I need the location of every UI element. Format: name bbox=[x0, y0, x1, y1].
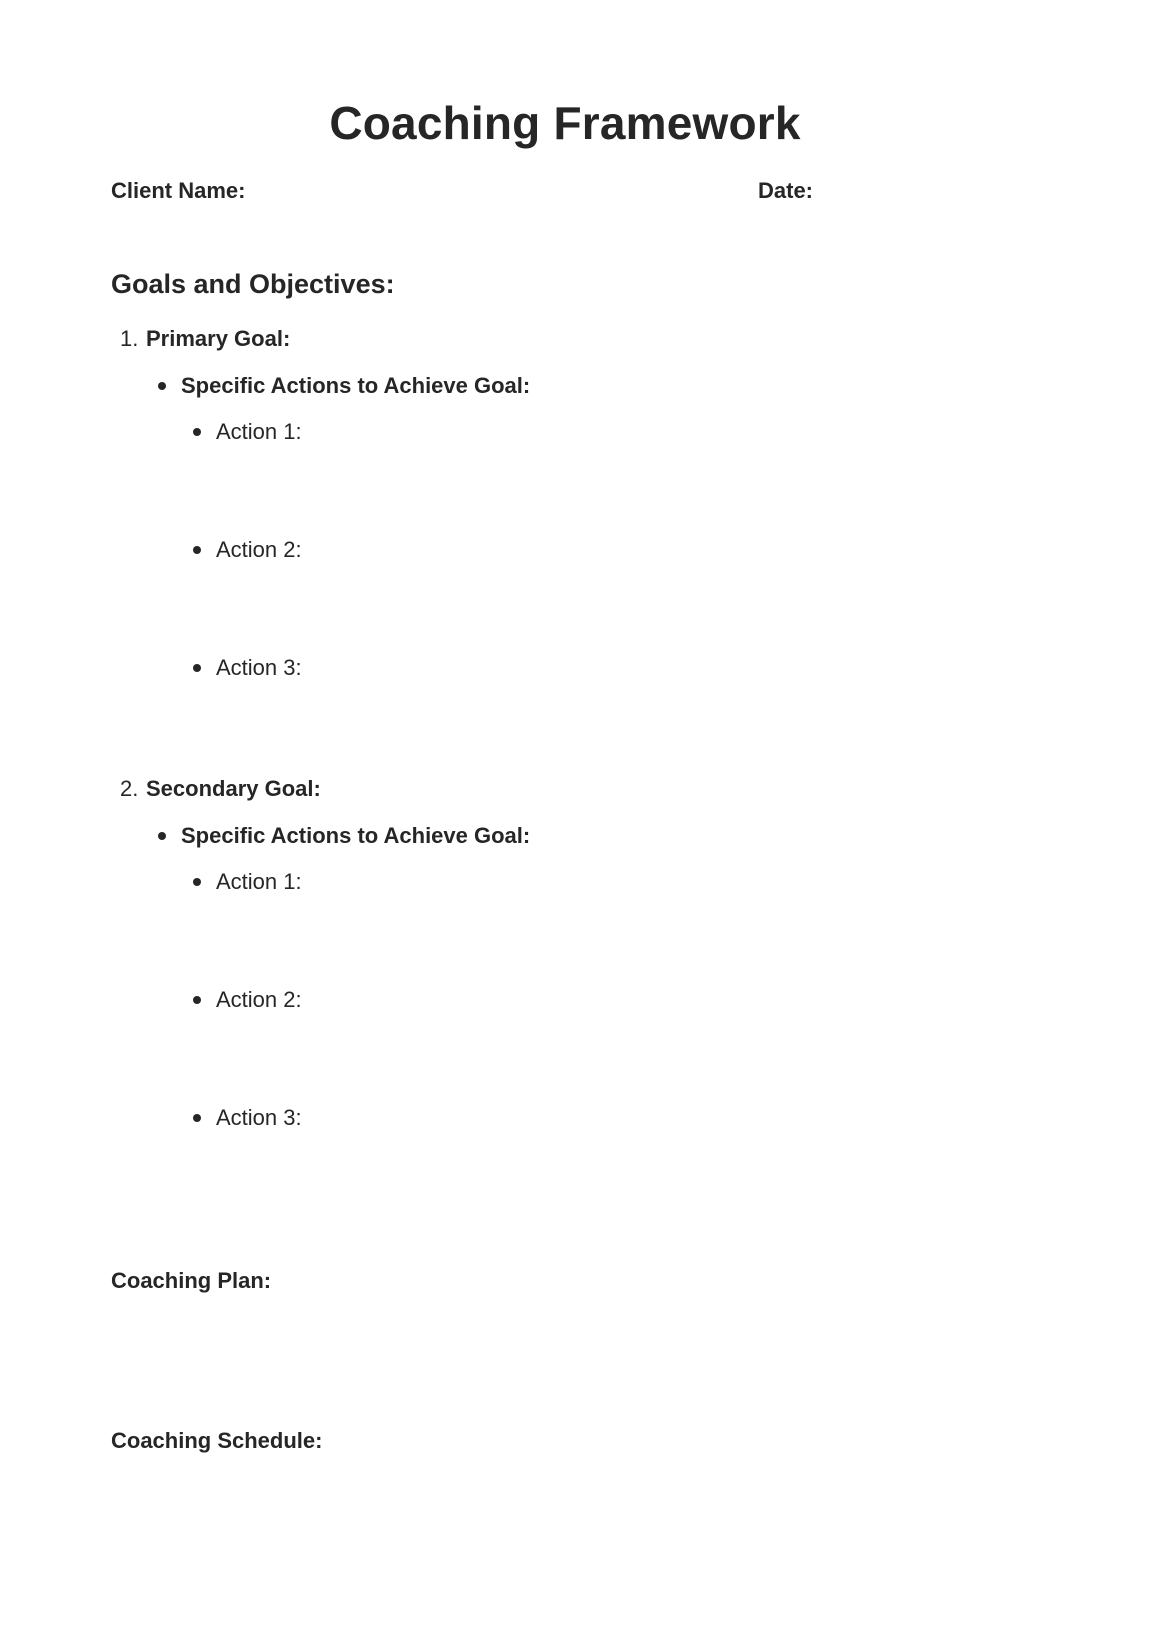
action-label: Action 2: bbox=[216, 987, 302, 1012]
goals-heading: Goals and Objectives: bbox=[111, 269, 395, 299]
goal-item-secondary bbox=[120, 776, 321, 802]
date-label: Date: bbox=[758, 178, 814, 203]
coaching-schedule-label: Coaching Schedule: bbox=[111, 1428, 323, 1453]
bullet-icon bbox=[193, 878, 201, 886]
bullet-icon bbox=[193, 664, 201, 672]
action-label: Action 1: bbox=[216, 419, 302, 444]
bullet-icon bbox=[193, 996, 201, 1004]
actions-heading-row bbox=[156, 823, 530, 849]
action-item bbox=[191, 419, 302, 445]
bullet-icon bbox=[158, 382, 166, 390]
bullet-icon bbox=[193, 428, 201, 436]
action-item bbox=[191, 1105, 302, 1131]
action-label: Action 3: bbox=[216, 1105, 302, 1130]
goal-label: Secondary Goal: bbox=[146, 776, 321, 801]
action-label: Action 2: bbox=[216, 537, 302, 562]
action-item bbox=[191, 987, 302, 1013]
client-name-label: Client Name: bbox=[111, 178, 246, 203]
goal-label: Primary Goal: bbox=[146, 326, 291, 351]
action-label: Action 1: bbox=[216, 869, 302, 894]
document-title: Coaching Framework bbox=[329, 97, 801, 149]
actions-heading: Specific Actions to Achieve Goal: bbox=[181, 823, 531, 848]
goal-item-primary bbox=[120, 326, 290, 352]
bullet-icon bbox=[193, 1114, 201, 1122]
coaching-plan-label: Coaching Plan: bbox=[111, 1268, 272, 1293]
action-item bbox=[191, 869, 302, 895]
action-item bbox=[191, 655, 302, 681]
actions-heading: Specific Actions to Achieve Goal: bbox=[181, 373, 531, 398]
goal-number: 2. bbox=[120, 776, 139, 801]
goal-number: 1. bbox=[120, 326, 139, 351]
bullet-icon bbox=[193, 546, 201, 554]
bullet-icon bbox=[158, 832, 166, 840]
action-label: Action 3: bbox=[216, 655, 302, 680]
actions-heading-row bbox=[156, 373, 530, 399]
action-item bbox=[191, 537, 302, 563]
